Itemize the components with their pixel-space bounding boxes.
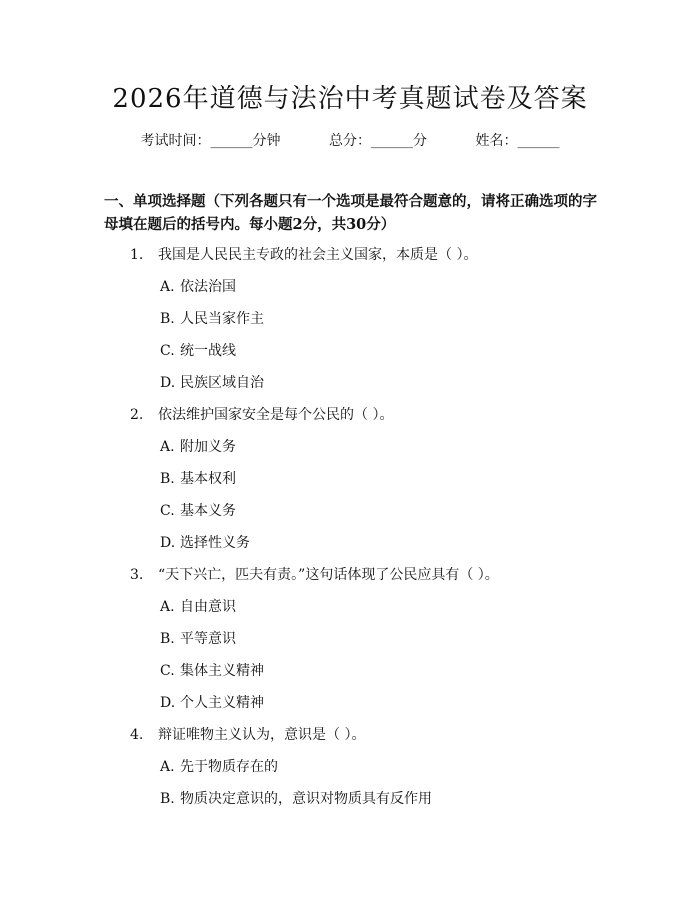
option bbox=[160, 692, 264, 712]
option-label: D. bbox=[160, 535, 176, 551]
question-number: 2. bbox=[130, 407, 144, 423]
option-label: A. bbox=[160, 759, 175, 775]
question-text: 依法维护国家安全是每个公民的（ ）。 bbox=[158, 407, 394, 423]
option-label: B. bbox=[160, 791, 175, 807]
option-text: 集体主义精神 bbox=[180, 663, 264, 679]
option-text: 附加义务 bbox=[180, 439, 236, 455]
option-label: C. bbox=[160, 663, 175, 679]
option bbox=[160, 372, 264, 392]
question bbox=[130, 724, 365, 744]
option-label: B. bbox=[160, 631, 175, 647]
option bbox=[160, 500, 236, 520]
question-text: “天下兴亡，匹夫有责。”这句话体现了公民应具有（ ）。 bbox=[158, 567, 499, 583]
option-text: 统一战线 bbox=[180, 343, 236, 359]
option-label: B. bbox=[160, 471, 175, 487]
student-name-field: 姓名：______ bbox=[475, 133, 560, 149]
question bbox=[130, 404, 393, 424]
option bbox=[160, 660, 264, 680]
question-text: 我国是人民民主专政的社会主义国家，本质是（ ）。 bbox=[158, 247, 478, 263]
option-label: A. bbox=[160, 279, 175, 295]
question-text: 辩证唯物主义认为，意识是（ ）。 bbox=[158, 727, 366, 743]
total-score-field: 总分：______分 bbox=[329, 133, 427, 149]
option bbox=[160, 532, 250, 552]
option-label: D. bbox=[160, 695, 176, 711]
option bbox=[160, 756, 278, 776]
option bbox=[160, 436, 236, 456]
option bbox=[160, 276, 236, 296]
option-text: 自由意识 bbox=[180, 599, 236, 615]
option-text: 基本权利 bbox=[180, 471, 236, 487]
option-text: 先于物质存在的 bbox=[180, 759, 278, 775]
option-text: 选择性义务 bbox=[180, 535, 250, 551]
option bbox=[160, 468, 236, 488]
option-text: 个人主义精神 bbox=[180, 695, 264, 711]
section-heading: 一、单项选择题（下列各题只有一个选项是最符合题意的，请将正确选项的字母填在题后的括号内。每小题2分，共30分） bbox=[104, 193, 597, 233]
option bbox=[160, 308, 264, 328]
option-text: 物质决定意识的，意识对物质具有反作用 bbox=[180, 791, 432, 807]
exam-meta bbox=[0, 130, 700, 150]
option-label: D. bbox=[160, 375, 176, 391]
option-label: C. bbox=[160, 503, 175, 519]
option-text: 依法治国 bbox=[180, 279, 236, 295]
option-label: B. bbox=[160, 311, 175, 327]
option-text: 民族区域自治 bbox=[180, 375, 264, 391]
option bbox=[160, 628, 236, 648]
option-label: A. bbox=[160, 439, 175, 455]
option-text: 平等意识 bbox=[180, 631, 236, 647]
option-text: 人民当家作主 bbox=[180, 311, 264, 327]
exam-time-field: 考试时间：______分钟 bbox=[140, 133, 281, 149]
option bbox=[160, 340, 236, 360]
question-number: 3. bbox=[130, 567, 144, 583]
option bbox=[160, 596, 236, 616]
question-number: 1. bbox=[130, 247, 144, 263]
page-title: 2026年道德与法治中考真题试卷及答案 bbox=[112, 84, 588, 114]
option bbox=[160, 788, 432, 808]
question bbox=[130, 564, 499, 584]
question-number: 4. bbox=[130, 727, 144, 743]
option-label: A. bbox=[160, 599, 175, 615]
option-label: C. bbox=[160, 343, 175, 359]
option-text: 基本义务 bbox=[180, 503, 236, 519]
question bbox=[130, 244, 477, 264]
